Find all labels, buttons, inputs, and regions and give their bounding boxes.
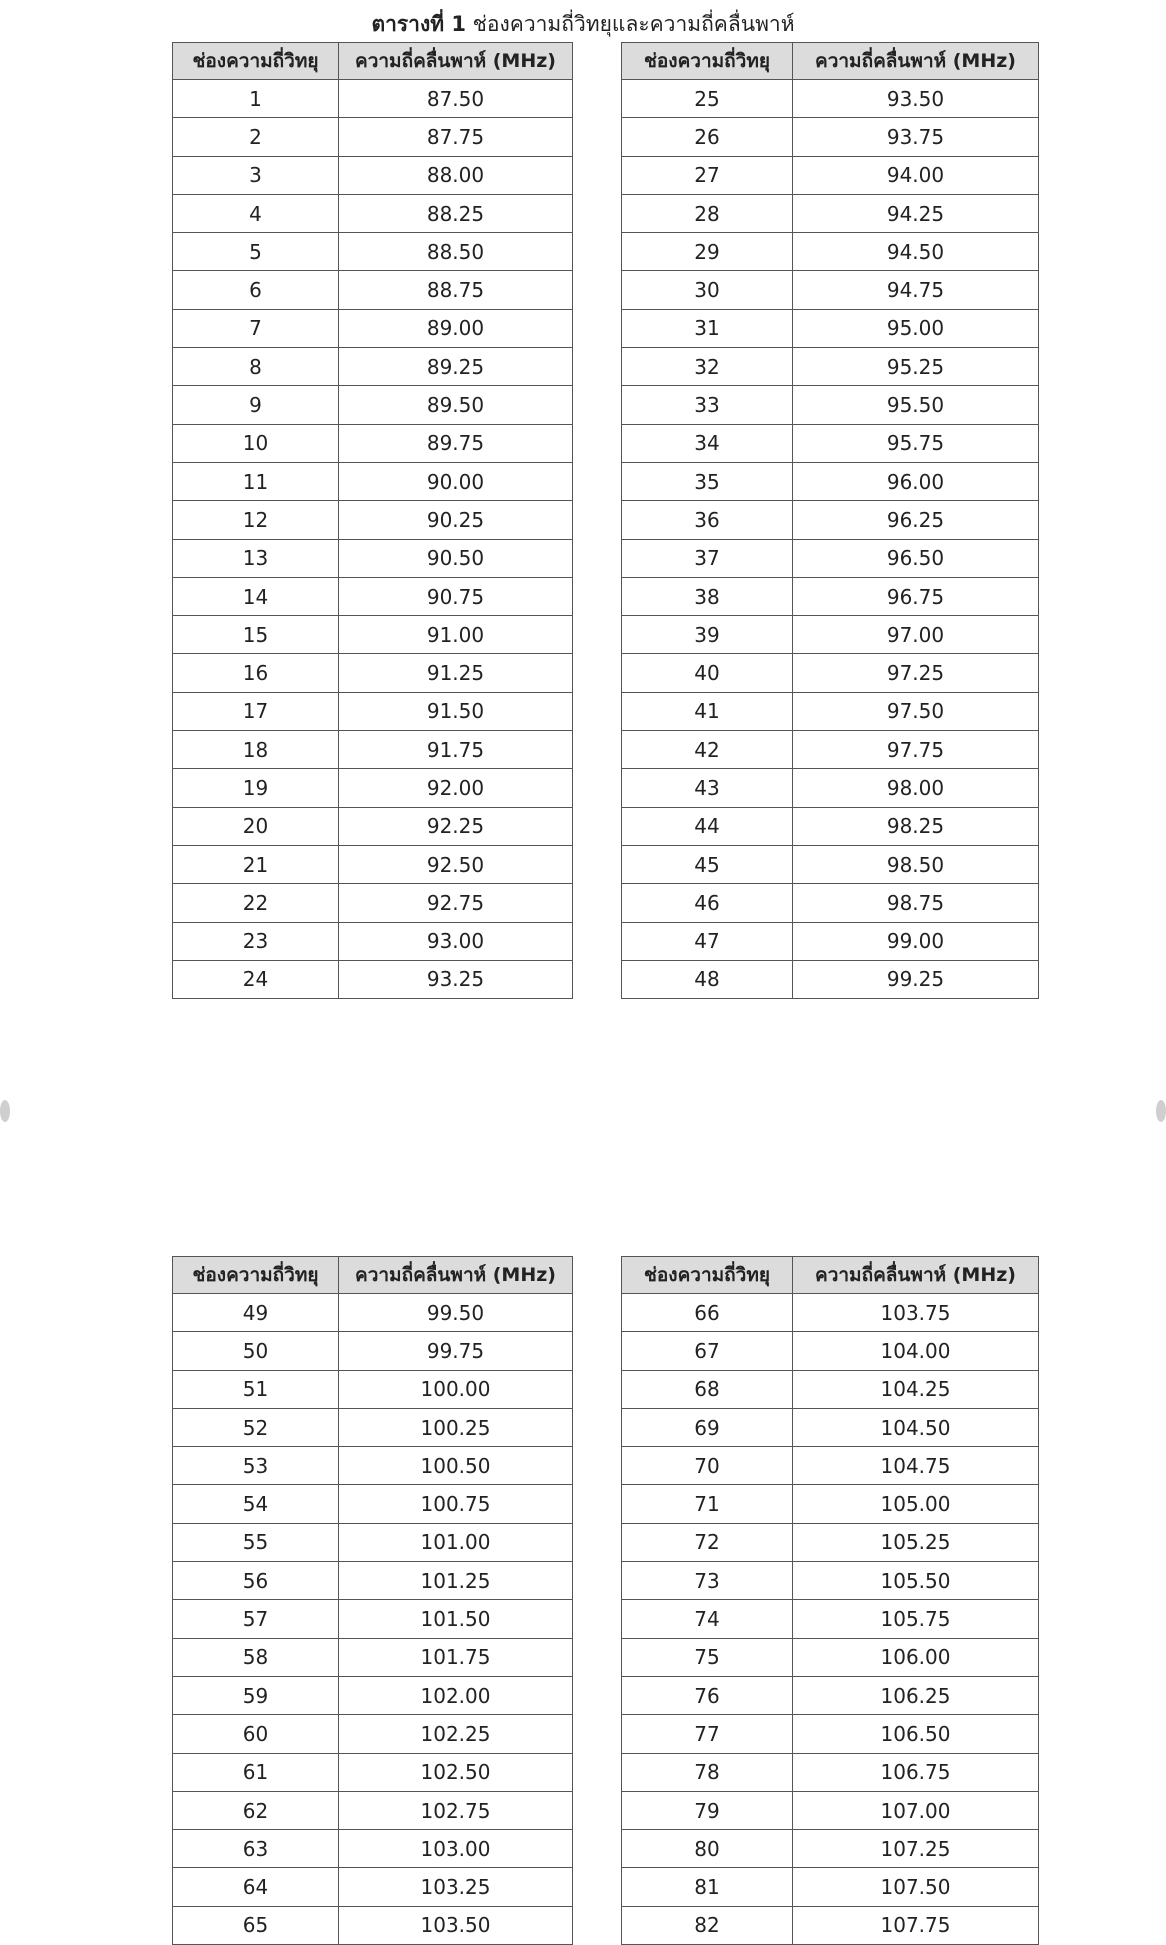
channel-cell: 42 <box>622 731 793 769</box>
table-row <box>173 1715 573 1753</box>
frequency-cell: 101.00 <box>339 1523 573 1561</box>
table-row <box>173 807 573 845</box>
table-row <box>173 1562 573 1600</box>
frequency-cell: 99.50 <box>339 1294 573 1332</box>
table-row <box>173 1753 573 1791</box>
frequency-cell: 90.25 <box>339 501 573 539</box>
frequency-cell: 101.50 <box>339 1600 573 1638</box>
frequency-cell: 102.25 <box>339 1715 573 1753</box>
channel-cell: 79 <box>622 1791 793 1829</box>
header-row <box>622 1257 1039 1294</box>
table-row <box>622 194 1039 232</box>
frequency-table-1 <box>172 42 573 999</box>
table-row <box>173 1447 573 1485</box>
channel-cell: 15 <box>173 616 339 654</box>
frequency-cell: 95.25 <box>793 348 1039 386</box>
channel-cell: 13 <box>173 539 339 577</box>
frequency-cell: 94.50 <box>793 233 1039 271</box>
frequency-cell: 106.00 <box>793 1638 1039 1676</box>
frequency-table-4 <box>621 1256 1039 1945</box>
frequency-cell: 100.50 <box>339 1447 573 1485</box>
table-row <box>622 539 1039 577</box>
channel-cell: 12 <box>173 501 339 539</box>
table-row <box>622 1676 1039 1714</box>
channel-cell: 8 <box>173 348 339 386</box>
table-row <box>622 271 1039 309</box>
frequency-cell: 88.25 <box>339 194 573 232</box>
channel-cell: 16 <box>173 654 339 692</box>
channel-cell: 34 <box>622 424 793 462</box>
frequency-cell: 91.00 <box>339 616 573 654</box>
table-row <box>622 769 1039 807</box>
channel-cell: 39 <box>622 616 793 654</box>
table-row <box>622 1906 1039 1944</box>
table-row <box>622 1600 1039 1638</box>
channel-cell: 72 <box>622 1523 793 1561</box>
table-row <box>622 1523 1039 1561</box>
channel-cell: 53 <box>173 1447 339 1485</box>
frequency-cell: 102.50 <box>339 1753 573 1791</box>
channel-cell: 11 <box>173 462 339 500</box>
frequency-cell: 90.50 <box>339 539 573 577</box>
table-row <box>173 1600 573 1638</box>
channel-cell: 32 <box>622 348 793 386</box>
channel-cell: 50 <box>173 1332 339 1370</box>
channel-cell: 31 <box>622 309 793 347</box>
table-row <box>622 1753 1039 1791</box>
table-row <box>173 309 573 347</box>
table-row <box>173 654 573 692</box>
header-channel: ช่องความถี่วิทยุ <box>622 1257 793 1294</box>
channel-cell: 37 <box>622 539 793 577</box>
frequency-cell: 97.50 <box>793 692 1039 730</box>
channel-cell: 28 <box>622 194 793 232</box>
channel-cell: 5 <box>173 233 339 271</box>
table-row <box>622 501 1039 539</box>
channel-cell: 18 <box>173 731 339 769</box>
scan-smudge-left <box>0 1100 10 1122</box>
channel-cell: 45 <box>622 845 793 883</box>
frequency-cell: 92.25 <box>339 807 573 845</box>
channel-cell: 78 <box>622 1753 793 1791</box>
frequency-cell: 97.75 <box>793 731 1039 769</box>
table-row <box>173 424 573 462</box>
table-row <box>173 1485 573 1523</box>
table-row <box>173 922 573 960</box>
frequency-cell: 94.75 <box>793 271 1039 309</box>
frequency-cell: 105.00 <box>793 1485 1039 1523</box>
channel-cell: 43 <box>622 769 793 807</box>
channel-cell: 71 <box>622 1485 793 1523</box>
channel-cell: 20 <box>173 807 339 845</box>
header-frequency: ความถี่คลื่นพาห์ (MHz) <box>793 43 1039 80</box>
frequency-cell: 107.50 <box>793 1868 1039 1906</box>
header-channel: ช่องความถี่วิทยุ <box>622 43 793 80</box>
frequency-cell: 94.25 <box>793 194 1039 232</box>
table-row <box>622 616 1039 654</box>
channel-cell: 74 <box>622 1600 793 1638</box>
frequency-cell: 88.50 <box>339 233 573 271</box>
header-row <box>173 43 573 80</box>
table-row <box>173 80 573 118</box>
channel-cell: 7 <box>173 309 339 347</box>
channel-cell: 2 <box>173 118 339 156</box>
channel-cell: 55 <box>173 1523 339 1561</box>
table-row <box>173 386 573 424</box>
channel-cell: 58 <box>173 1638 339 1676</box>
frequency-cell: 96.75 <box>793 577 1039 615</box>
frequency-cell: 103.75 <box>793 1294 1039 1332</box>
frequency-cell: 92.75 <box>339 884 573 922</box>
frequency-cell: 89.25 <box>339 348 573 386</box>
table-row <box>173 501 573 539</box>
channel-cell: 67 <box>622 1332 793 1370</box>
table-row <box>173 194 573 232</box>
frequency-table-3 <box>172 1256 573 1945</box>
frequency-cell: 99.75 <box>339 1332 573 1370</box>
table-row <box>622 1715 1039 1753</box>
frequency-cell: 92.50 <box>339 845 573 883</box>
table-row <box>622 1408 1039 1446</box>
channel-cell: 6 <box>173 271 339 309</box>
frequency-cell: 103.25 <box>339 1868 573 1906</box>
frequency-cell: 90.00 <box>339 462 573 500</box>
frequency-cell: 100.75 <box>339 1485 573 1523</box>
frequency-cell: 88.75 <box>339 271 573 309</box>
table-row <box>173 960 573 998</box>
channel-cell: 76 <box>622 1676 793 1714</box>
frequency-cell: 106.75 <box>793 1753 1039 1791</box>
frequency-cell: 90.75 <box>339 577 573 615</box>
channel-cell: 57 <box>173 1600 339 1638</box>
channel-cell: 17 <box>173 692 339 730</box>
frequency-cell: 95.75 <box>793 424 1039 462</box>
table-row <box>622 156 1039 194</box>
frequency-cell: 103.00 <box>339 1830 573 1868</box>
table-row <box>173 1408 573 1446</box>
frequency-cell: 92.00 <box>339 769 573 807</box>
frequency-cell: 103.50 <box>339 1906 573 1944</box>
frequency-cell: 96.25 <box>793 501 1039 539</box>
frequency-cell: 104.75 <box>793 1447 1039 1485</box>
table-row <box>622 692 1039 730</box>
table-row <box>622 1447 1039 1485</box>
table-row <box>173 156 573 194</box>
frequency-cell: 102.00 <box>339 1676 573 1714</box>
channel-cell: 64 <box>173 1868 339 1906</box>
frequency-cell: 106.25 <box>793 1676 1039 1714</box>
channel-cell: 62 <box>173 1791 339 1829</box>
table-row <box>173 1906 573 1944</box>
channel-cell: 38 <box>622 577 793 615</box>
channel-cell: 77 <box>622 1715 793 1753</box>
table-row <box>173 1830 573 1868</box>
table-row <box>173 884 573 922</box>
channel-cell: 81 <box>622 1868 793 1906</box>
header-frequency: ความถี่คลื่นพาห์ (MHz) <box>793 1257 1039 1294</box>
table-row <box>622 1830 1039 1868</box>
table-row <box>173 1676 573 1714</box>
frequency-cell: 98.00 <box>793 769 1039 807</box>
channel-cell: 61 <box>173 1753 339 1791</box>
table-row <box>622 1638 1039 1676</box>
channel-cell: 63 <box>173 1830 339 1868</box>
frequency-cell: 105.50 <box>793 1562 1039 1600</box>
channel-cell: 23 <box>173 922 339 960</box>
table-row <box>622 654 1039 692</box>
channel-cell: 33 <box>622 386 793 424</box>
table-row <box>622 424 1039 462</box>
channel-cell: 14 <box>173 577 339 615</box>
table-row <box>173 1638 573 1676</box>
table-row <box>622 1791 1039 1829</box>
frequency-cell: 95.00 <box>793 309 1039 347</box>
frequency-cell: 107.00 <box>793 1791 1039 1829</box>
table-row <box>173 1294 573 1332</box>
channel-cell: 82 <box>622 1906 793 1944</box>
channel-cell: 30 <box>622 271 793 309</box>
table-row <box>622 1485 1039 1523</box>
channel-cell: 41 <box>622 692 793 730</box>
frequency-cell: 104.50 <box>793 1408 1039 1446</box>
header-row <box>173 1257 573 1294</box>
channel-cell: 35 <box>622 462 793 500</box>
table-caption <box>0 6 1166 42</box>
frequency-cell: 91.25 <box>339 654 573 692</box>
channel-cell: 9 <box>173 386 339 424</box>
channel-cell: 46 <box>622 884 793 922</box>
frequency-cell: 100.25 <box>339 1408 573 1446</box>
frequency-cell: 98.75 <box>793 884 1039 922</box>
frequency-cell: 104.00 <box>793 1332 1039 1370</box>
channel-cell: 26 <box>622 118 793 156</box>
channel-cell: 44 <box>622 807 793 845</box>
table-row <box>173 769 573 807</box>
frequency-cell: 89.50 <box>339 386 573 424</box>
frequency-cell: 89.00 <box>339 309 573 347</box>
channel-cell: 29 <box>622 233 793 271</box>
channel-cell: 27 <box>622 156 793 194</box>
channel-cell: 4 <box>173 194 339 232</box>
frequency-cell: 87.50 <box>339 80 573 118</box>
table-row <box>622 845 1039 883</box>
channel-cell: 80 <box>622 1830 793 1868</box>
table-row <box>173 1791 573 1829</box>
channel-cell: 75 <box>622 1638 793 1676</box>
caption-text: ช่องความถี่วิทยุและความถี่คลื่นพาห์ <box>472 12 795 36</box>
frequency-cell: 100.00 <box>339 1370 573 1408</box>
frequency-cell: 95.50 <box>793 386 1039 424</box>
table-row <box>622 731 1039 769</box>
channel-cell: 49 <box>173 1294 339 1332</box>
frequency-cell: 88.00 <box>339 156 573 194</box>
channel-cell: 52 <box>173 1408 339 1446</box>
channel-cell: 66 <box>622 1294 793 1332</box>
frequency-cell: 93.25 <box>339 960 573 998</box>
frequency-cell: 91.50 <box>339 692 573 730</box>
channel-cell: 40 <box>622 654 793 692</box>
frequency-cell: 107.25 <box>793 1830 1039 1868</box>
frequency-cell: 93.50 <box>793 80 1039 118</box>
table-row <box>173 577 573 615</box>
table-row <box>173 1332 573 1370</box>
frequency-cell: 107.75 <box>793 1906 1039 1944</box>
table-row <box>622 1562 1039 1600</box>
frequency-cell: 99.00 <box>793 922 1039 960</box>
table-row <box>622 577 1039 615</box>
table-row <box>622 922 1039 960</box>
caption-label: ตารางที่ 1 <box>371 12 466 36</box>
channel-cell: 60 <box>173 1715 339 1753</box>
table-row <box>173 616 573 654</box>
table-row <box>622 807 1039 845</box>
scan-smudge-right <box>1156 1100 1166 1122</box>
header-channel: ช่องความถี่วิทยุ <box>173 43 339 80</box>
frequency-cell: 102.75 <box>339 1791 573 1829</box>
channel-cell: 19 <box>173 769 339 807</box>
table-row <box>622 1868 1039 1906</box>
frequency-cell: 87.75 <box>339 118 573 156</box>
table-row <box>622 960 1039 998</box>
table-row <box>173 462 573 500</box>
table-row <box>173 271 573 309</box>
channel-cell: 65 <box>173 1906 339 1944</box>
channel-cell: 54 <box>173 1485 339 1523</box>
frequency-cell: 96.00 <box>793 462 1039 500</box>
channel-cell: 3 <box>173 156 339 194</box>
frequency-cell: 106.50 <box>793 1715 1039 1753</box>
table-row <box>622 1332 1039 1370</box>
frequency-cell: 98.50 <box>793 845 1039 883</box>
header-frequency: ความถี่คลื่นพาห์ (MHz) <box>339 1257 573 1294</box>
channel-cell: 68 <box>622 1370 793 1408</box>
frequency-table-2 <box>621 42 1039 999</box>
channel-cell: 48 <box>622 960 793 998</box>
table-row <box>173 845 573 883</box>
channel-cell: 10 <box>173 424 339 462</box>
channel-cell: 47 <box>622 922 793 960</box>
frequency-cell: 105.75 <box>793 1600 1039 1638</box>
frequency-cell: 101.75 <box>339 1638 573 1676</box>
table-row <box>173 539 573 577</box>
channel-cell: 22 <box>173 884 339 922</box>
header-frequency: ความถี่คลื่นพาห์ (MHz) <box>339 43 573 80</box>
channel-cell: 70 <box>622 1447 793 1485</box>
channel-cell: 36 <box>622 501 793 539</box>
frequency-cell: 99.25 <box>793 960 1039 998</box>
table-row <box>622 1294 1039 1332</box>
frequency-cell: 94.00 <box>793 156 1039 194</box>
table-row <box>622 884 1039 922</box>
frequency-cell: 93.75 <box>793 118 1039 156</box>
header-channel: ช่องความถี่วิทยุ <box>173 1257 339 1294</box>
table-row <box>173 1868 573 1906</box>
channel-cell: 25 <box>622 80 793 118</box>
frequency-cell: 97.25 <box>793 654 1039 692</box>
frequency-cell: 91.75 <box>339 731 573 769</box>
channel-cell: 24 <box>173 960 339 998</box>
frequency-cell: 96.50 <box>793 539 1039 577</box>
table-row <box>622 1370 1039 1408</box>
table-row <box>173 1370 573 1408</box>
frequency-cell: 97.00 <box>793 616 1039 654</box>
table-row <box>622 348 1039 386</box>
frequency-cell: 105.25 <box>793 1523 1039 1561</box>
table-row <box>173 1523 573 1561</box>
table-row <box>622 462 1039 500</box>
table-row <box>622 309 1039 347</box>
channel-cell: 1 <box>173 80 339 118</box>
channel-cell: 59 <box>173 1676 339 1714</box>
channel-cell: 69 <box>622 1408 793 1446</box>
table-row <box>173 233 573 271</box>
table-row <box>173 692 573 730</box>
channel-cell: 73 <box>622 1562 793 1600</box>
table-row <box>622 233 1039 271</box>
channel-cell: 51 <box>173 1370 339 1408</box>
header-row <box>622 43 1039 80</box>
table-row <box>622 80 1039 118</box>
frequency-cell: 89.75 <box>339 424 573 462</box>
table-row <box>173 348 573 386</box>
table-row <box>173 731 573 769</box>
table-row <box>622 118 1039 156</box>
frequency-cell: 98.25 <box>793 807 1039 845</box>
table-row <box>173 118 573 156</box>
frequency-cell: 104.25 <box>793 1370 1039 1408</box>
table-row <box>622 386 1039 424</box>
channel-cell: 56 <box>173 1562 339 1600</box>
frequency-cell: 93.00 <box>339 922 573 960</box>
channel-cell: 21 <box>173 845 339 883</box>
frequency-cell: 101.25 <box>339 1562 573 1600</box>
